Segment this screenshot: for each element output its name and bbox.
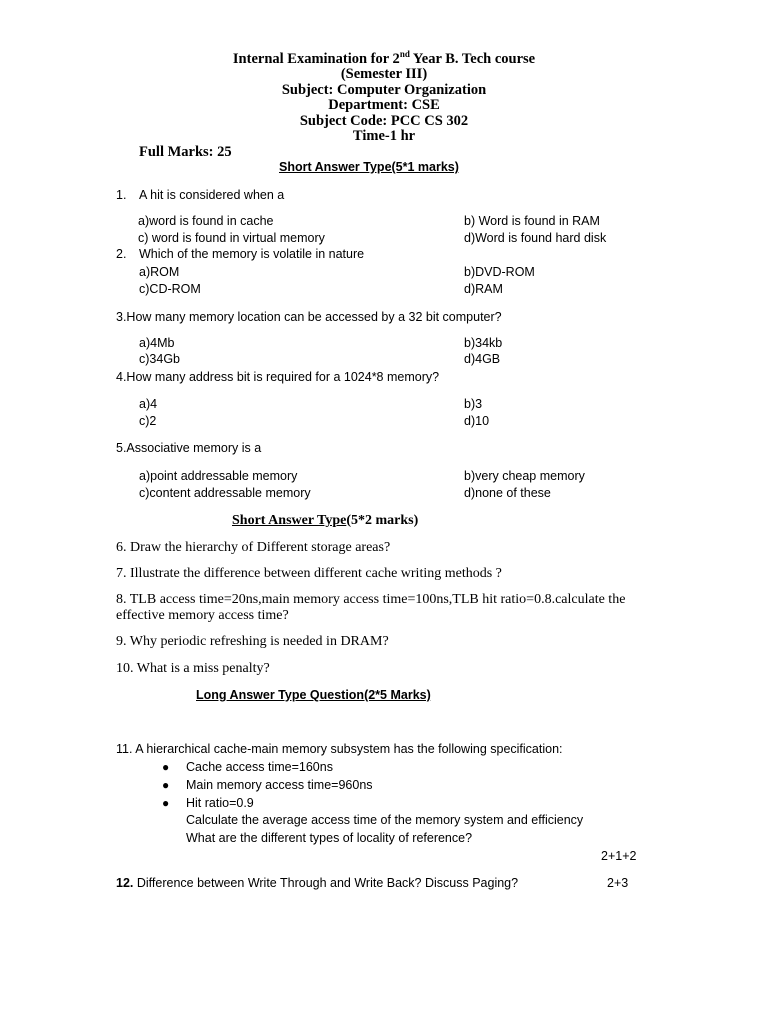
bullet-icon: ● [162, 778, 170, 792]
question-text: 8. TLB access time=20ns,main memory access time=100ns,TLB hit ratio=0.8.calculate the [116, 592, 626, 607]
section2-heading-marks: (5*2 marks) [346, 513, 419, 528]
question-text: 3.How many memory location can be accessed by a 32 bit computer? [116, 310, 502, 324]
question-text: A hit is considered when a [139, 188, 285, 202]
option: d)RAM [464, 282, 503, 296]
question-body: Difference between Write Through and Write Back? Discuss Paging? [133, 876, 519, 890]
time-line: Time-1 hr [352, 128, 416, 144]
question-text: 5.Associative memory is a [116, 441, 262, 455]
option: d)Word is found hard disk [464, 231, 607, 245]
marks-label: 2+1+2 [601, 849, 637, 863]
department-line: Department: CSE [328, 97, 440, 113]
option: d)10 [464, 414, 490, 428]
option: d)none of these [464, 486, 551, 500]
option: c)34Gb [139, 352, 180, 366]
bullet-item: Cache access time=160ns [186, 760, 333, 774]
question-text: Calculate the average access time of the memory system and efficiency [186, 813, 584, 827]
title-text: Internal Examination for 2 [232, 50, 400, 67]
option: a)ROM [139, 265, 180, 279]
title-superscript: nd [399, 49, 410, 59]
question-text: 11. A hierarchical cache-main memory subsystem has the following specification: [116, 742, 563, 756]
option: b)very cheap memory [464, 469, 585, 483]
option: c)content addressable memory [139, 486, 311, 500]
question-text: 9. Why periodic refreshing is needed in DRAM? [116, 634, 389, 649]
marks-label: 2+3 [607, 876, 629, 890]
section3-heading: Long Answer Type Question(2*5 Marks) [196, 688, 431, 702]
option: c) word is found in virtual memory [138, 231, 325, 245]
title-text-suffix: Year B. Tech course [409, 50, 536, 67]
question-number: 1. [116, 188, 127, 202]
option: d)4GB [464, 352, 501, 366]
question-text: 10. What is a miss penalty? [116, 661, 270, 676]
question-text: 7. Illustrate the difference between different cache writing methods ? [116, 566, 502, 581]
bullet-item: Hit ratio=0.9 [186, 796, 254, 810]
option: b)34kb [464, 336, 503, 350]
bullet-icon: ● [162, 760, 170, 774]
option: a)word is found in cache [138, 214, 274, 228]
option: a)4 [139, 397, 158, 411]
question-text: Which of the memory is volatile in nature [139, 247, 365, 261]
question-number: 2. [116, 247, 127, 261]
question-number: 12. [116, 876, 134, 890]
question-text: 6. Draw the hierarchy of Different storage areas? [116, 540, 391, 555]
bullet-item: Main memory access time=960ns [186, 778, 373, 792]
question-text [116, 876, 518, 890]
option: b)3 [464, 397, 483, 411]
section1-heading: Short Answer Type(5*1 marks) [279, 160, 459, 174]
semester-line: (Semester III) [340, 66, 428, 82]
section2-heading [232, 513, 418, 529]
option: a)point addressable memory [139, 469, 298, 483]
option: c)CD-ROM [139, 282, 201, 296]
question-text: 4.How many address bit is required for a 1024*8 memory? [116, 370, 440, 384]
question-text: What are the different types of locality of reference? [186, 831, 473, 845]
option: a)4Mb [139, 336, 175, 350]
option: b)DVD-ROM [464, 265, 535, 279]
option: c)2 [139, 414, 157, 428]
exam-title [0, 49, 768, 68]
option: b) Word is found in RAM [464, 214, 600, 228]
section2-heading-underlined: Short Answer Type [232, 513, 347, 528]
question-text: effective memory access time? [116, 608, 289, 623]
full-marks: Full Marks: 25 [139, 144, 232, 160]
bullet-icon: ● [162, 796, 170, 810]
subject-code-line: Subject Code: PCC CS 302 [299, 113, 469, 129]
subject-line: Subject: Computer Organization [281, 82, 487, 98]
